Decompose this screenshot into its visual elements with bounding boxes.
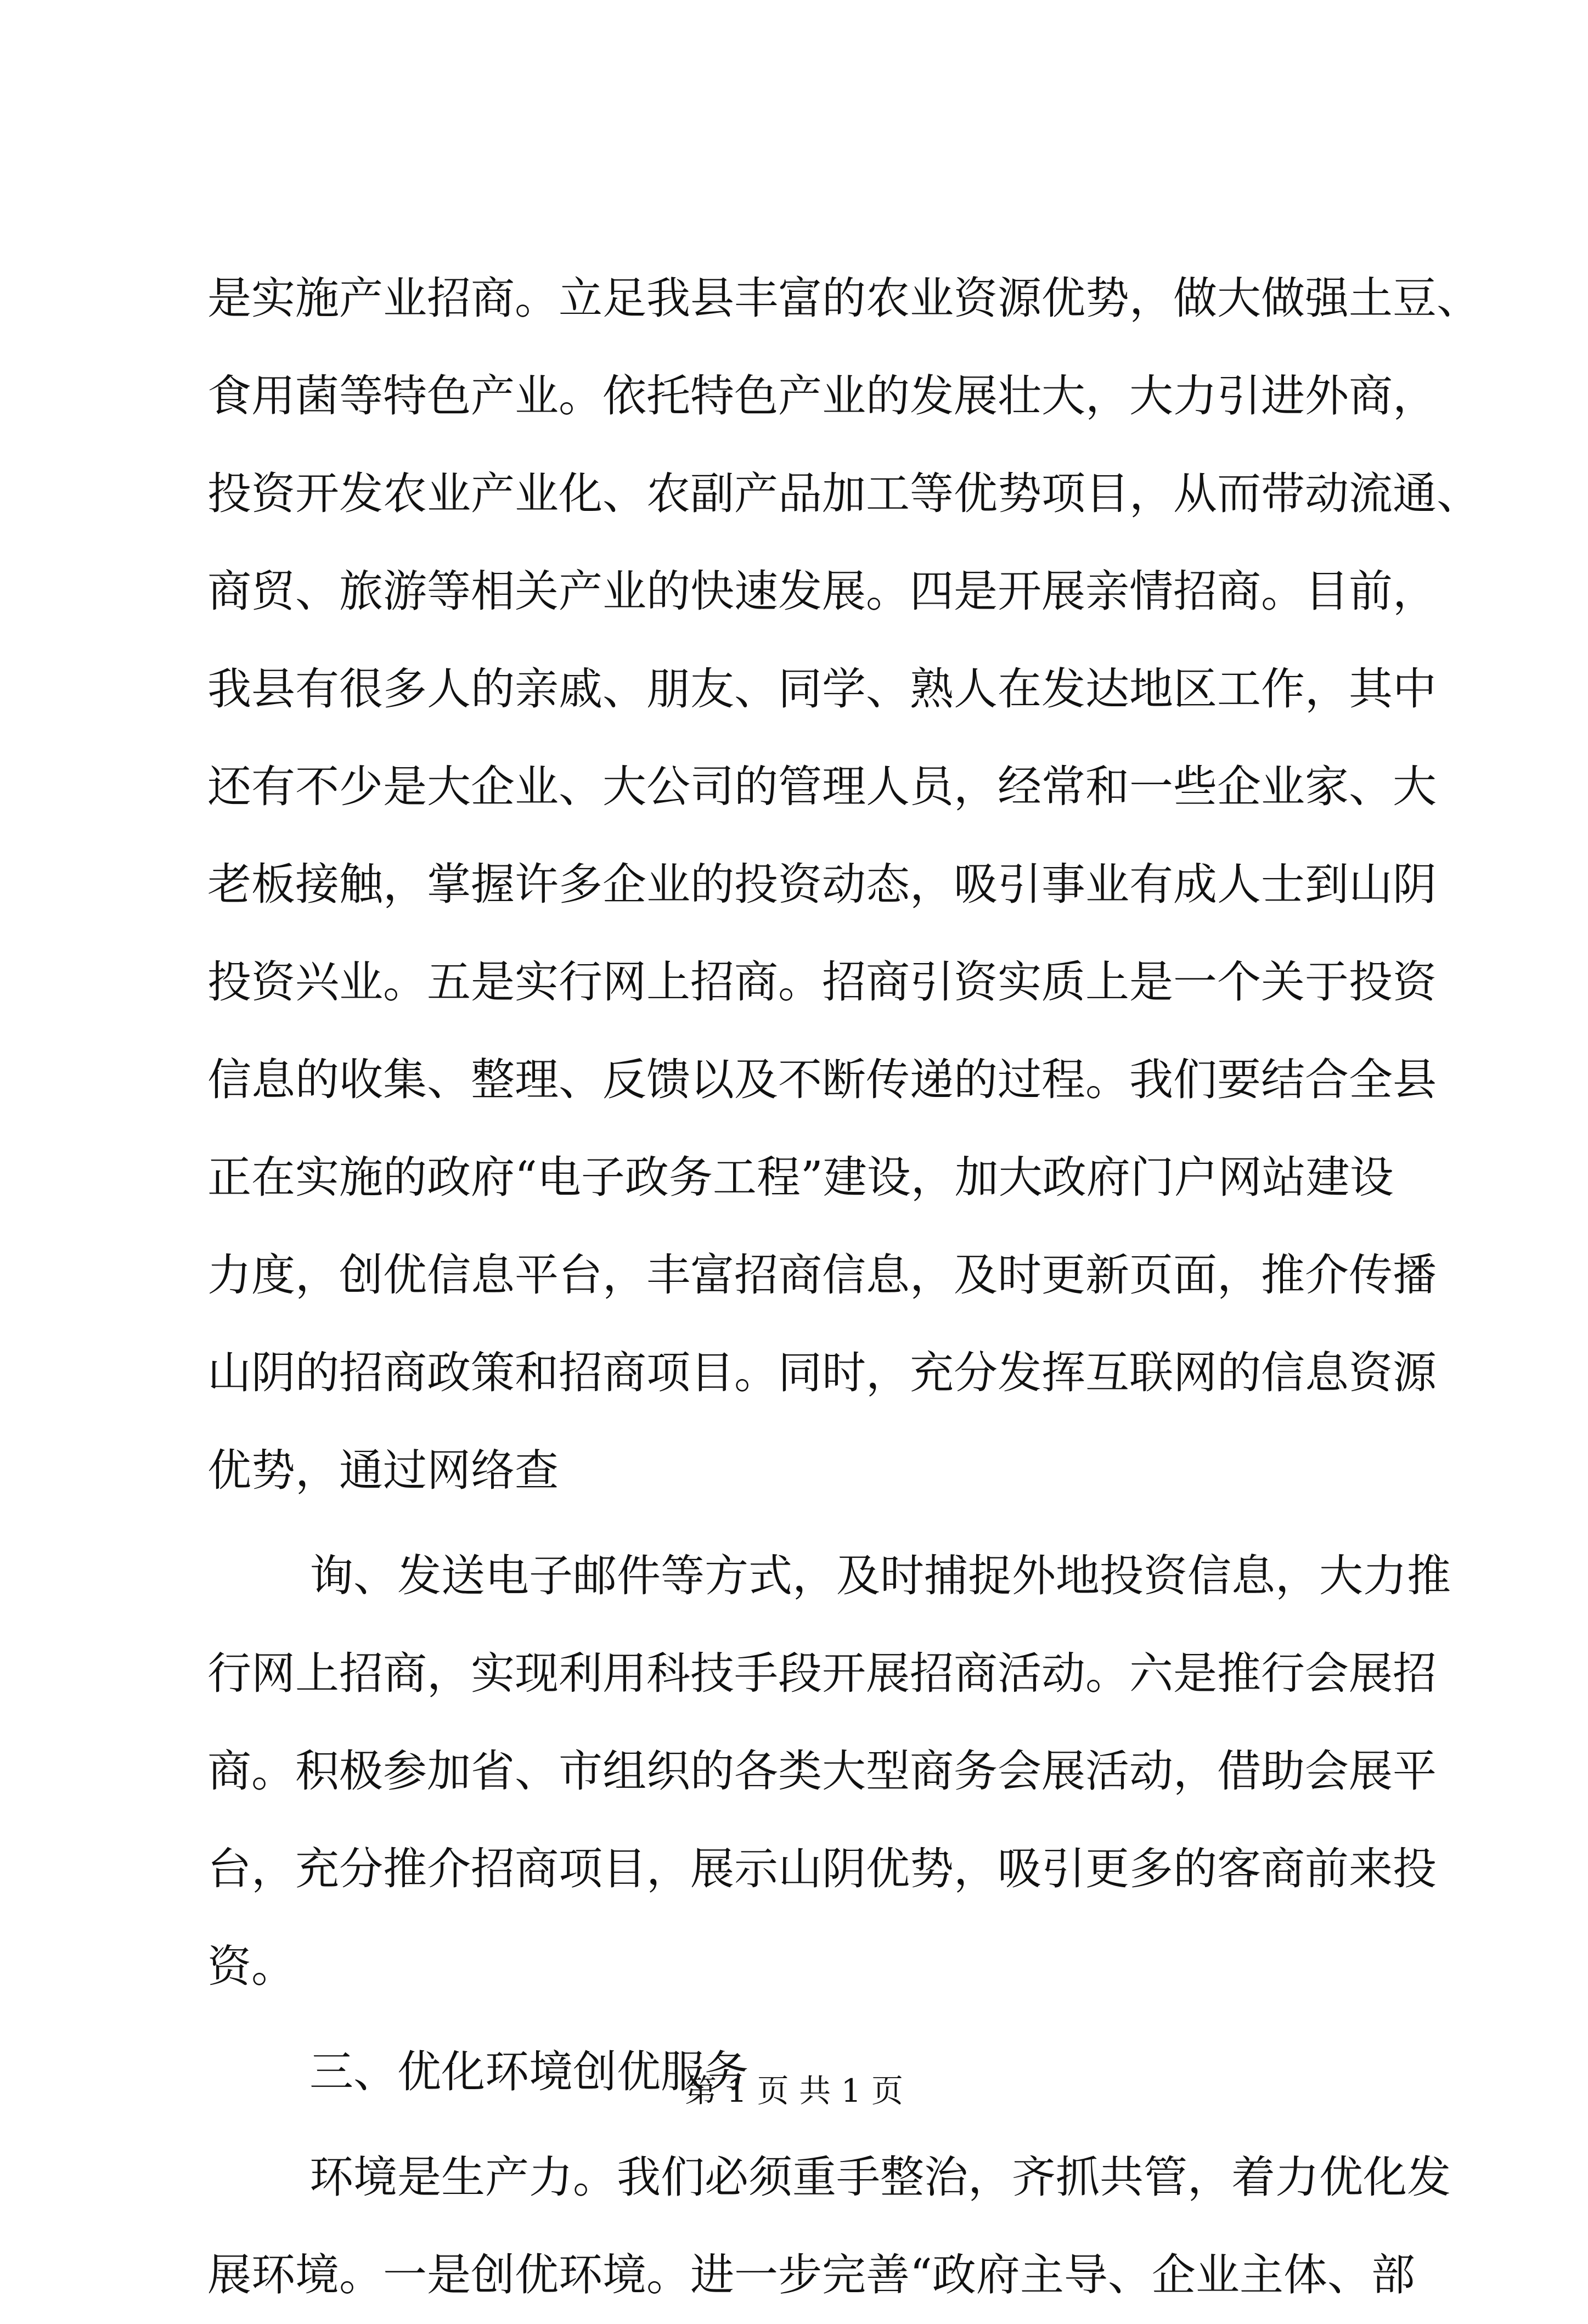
text-line: 是实施产业招商。立足我县丰富的农业资源优势，做大做强土豆、 xyxy=(207,273,1480,324)
paragraph-investment-methods xyxy=(207,250,1480,1520)
text-line: 老板接触，掌握许多企业的投资动态，吸引事业有成人士到山阴 xyxy=(207,859,1437,910)
text-line: 山阴的招商政策和招商项目。同时，充分发挥互联网的信息资源 xyxy=(207,1347,1437,1398)
text-line: 正在实施的政府“电子政务工程”建设，加大政府门户网站建设 xyxy=(207,1152,1394,1203)
text-line: 环境是生产力。我们必须重手整治，齐抓共管，着力优化发 xyxy=(309,2152,1451,2203)
page-footer: 第 1 页 共 1 页 xyxy=(685,2072,903,2109)
text-line: 投资开发农业产业化、农副产品加工等优势项目，从而带动流通、 xyxy=(207,468,1480,519)
text-line: 商贸、旅游等相关产业的快速发展。四是开展亲情招商。目前， xyxy=(207,566,1437,617)
text-line: 食用菌等特色产业。依托特色产业的发展壮大，大力引进外商， xyxy=(207,370,1437,421)
text-line: 展环境。一是创优环境。进一步完善“政府主导、企业主体、部 xyxy=(207,2249,1415,2300)
text-line: 行网上招商，实现利用科技手段开展招商活动。六是推行会展招 xyxy=(207,1648,1437,1699)
paragraph-gap xyxy=(207,2121,1387,2129)
text-line: 我县有很多人的亲戚、朋友、同学、熟人在发达地区工作，其中 xyxy=(207,663,1437,714)
paragraph-gap xyxy=(207,2016,1387,2023)
text-line: 投资兴业。五是实行网上招商。招商引资实质上是一个关于投资 xyxy=(207,956,1437,1008)
text-line: 还有不少是大企业、大公司的管理人员，经常和一些企业家、大 xyxy=(207,761,1437,812)
document-body xyxy=(207,250,1480,2324)
paragraph-gap xyxy=(207,1520,1387,1527)
text-line: 台，充分推介招商项目，展示山阴优势，吸引更多的客商前来投 xyxy=(207,1843,1437,1894)
paragraph-environment xyxy=(207,2129,1451,2324)
section-heading-text: 三、优化环境创优服务 xyxy=(309,2046,748,2097)
text-line: 力度，创优信息平台，丰富招商信息，及时更新页面，推介传播 xyxy=(207,1250,1437,1301)
text-line: 信息的收集、整理、反馈以及不断传递的过程。我们要结合全县 xyxy=(207,1054,1437,1105)
paragraph-online-and-expo xyxy=(207,1527,1451,2016)
text-line: 资。 xyxy=(207,1941,295,1992)
text-line: 询、发送电子邮件等方式，及时捕捉外地投资信息，大力推 xyxy=(309,1550,1451,1601)
text-line: 优势，通过网络查 xyxy=(207,1445,559,1496)
text-line: 商。积极参加省、市组织的各类大型商务会展活动，借助会展平 xyxy=(207,1746,1437,1797)
